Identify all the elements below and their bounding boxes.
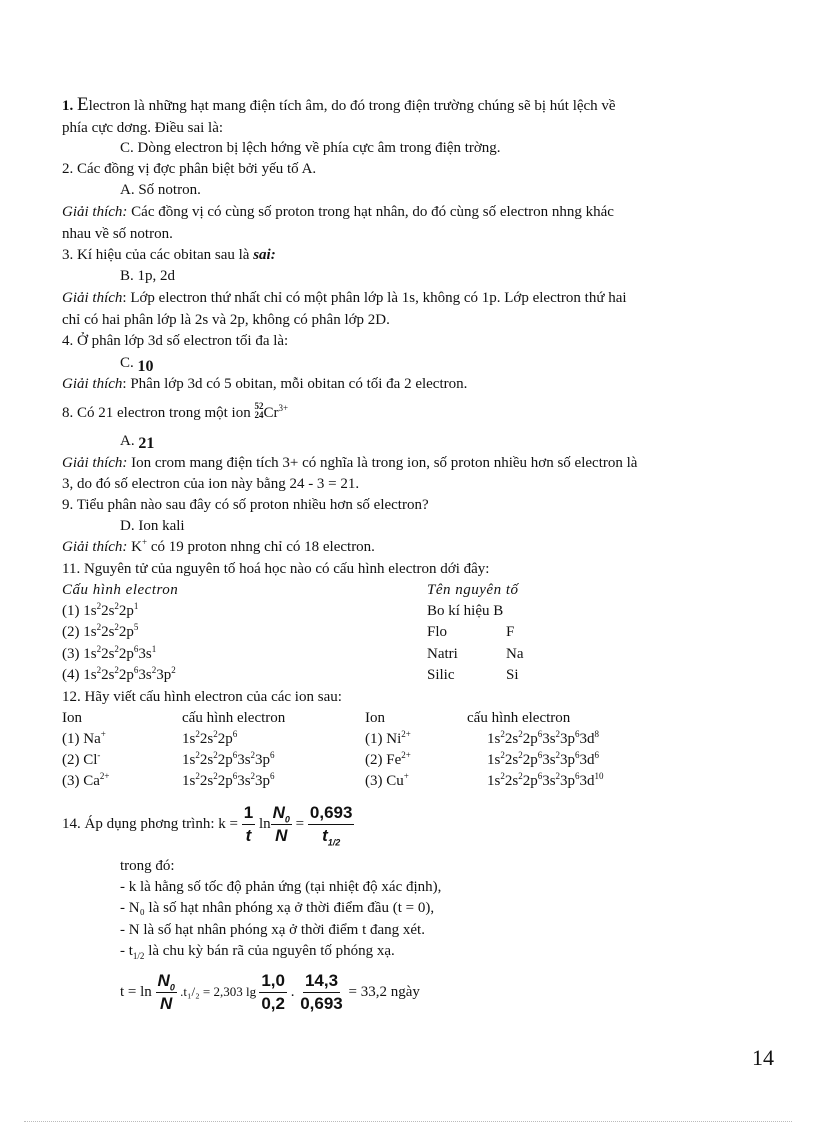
q12-config-right-2: $1s^22s^22p^63s^23p^63d^6$ [487,750,600,768]
q11-text: 11. Nguyên tử của nguyên tố hoá học nào có cấu hình electron dới đây: [62,561,490,577]
page-number: 14 [752,1045,774,1070]
q11-element-3: Natri [427,646,458,662]
q3-explain-line2: chỉ có hai phân lớp là 2s và 2p, không có phân lớp 2D. [62,312,390,328]
q9-text: 9. Tiểu phân nào sau đây có số proton nhiều hơn số electron? [62,497,429,513]
fraction-n0-over-n [156,972,177,1013]
q1-line2: phía cực dơng. Điều sai là: [62,120,224,136]
footer-divider [24,1121,792,1122]
fraction-numerator: 1 [242,804,255,825]
q12-config-right-3: $1s^22s^22p^63s^23p^63d^{10}$ [487,771,604,789]
config-label: (3) 1s [62,646,97,662]
ion-charge: 2+ [401,750,411,760]
q14-bullet-4 [120,942,395,960]
fraction-denominator: 0,693 [300,994,343,1014]
q14-intro: 14. Áp dụng phơng trình: k = [62,816,242,832]
q12-text: 12. Hãy viết cấu hình electron của các ion sau: [62,689,342,705]
q11-config-1: (1) $1s^22s^22p^1$ [62,601,139,619]
q11-config-2: (2) $1s^22s^22p^5$ [62,622,139,640]
q12-config-left-3: $1s^22s^22p^63s^23p^6$ [182,771,275,789]
config-label: (1) 1s [62,603,97,619]
q12-header-ion-left: Ion [62,710,82,726]
q8-text [62,400,289,423]
q1-text: lectron là những hạt mang điện tích âm, do đó trong điện trường chúng sẽ bị hút lệch về [88,98,616,114]
q8-answer-value: 21 [138,435,155,452]
calc-start: t = ln [120,984,156,1000]
equals-sign: = [295,816,305,832]
q3-emphasis: sai: [253,247,276,263]
q8-explain-line2: 3, do đó số electron của ion này bằng 24 - 3 = 21. [62,476,360,492]
q8-explain-text: Ion crom mang điện tích 3+ có nghĩa là trong ion, số proton nhiều hơn số electron là [127,455,638,471]
q11-symbol-3: Na [506,646,524,662]
q1-number: 1. [62,98,77,114]
fraction-denominator: N [275,826,288,846]
fraction-14-3-over-0-693 [298,972,345,1013]
ln-operator: ln [258,816,271,832]
ion-label: (3) Ca [62,773,100,789]
q11-config-3: (3) $1s^22s^22p^63s^1$ [62,644,157,662]
q12-config-left-1: $1s^22s^22p^6$ [182,729,238,747]
t-subscript: 1/2 [132,951,145,961]
q9-ion-charge: + [142,537,148,547]
q4-explain-line1 [62,375,467,393]
q1-line1 [62,96,616,115]
multiply-dot: . [286,984,299,1000]
q11-symbol-2: F [506,624,515,640]
nuclide-symbol: Cr [263,405,279,421]
q12-header-ion-right: Ion [365,710,385,726]
nuclide-atomic: 24 [254,409,264,420]
q12-ion-right-1 [365,730,411,748]
fraction-n0-over-n [271,804,292,845]
q14-bullet-1: - k là hằng số tốc độ phản ứng (tại nhiệt độ xác định), [120,879,442,895]
fraction-numerator: 14,3 [303,972,340,993]
q1-answer: C. Dòng electron bị lệch hớng về phía cực âm trong điện trờng. [120,140,501,156]
q2-explain-text: Các đồng vị có cùng số proton trong hạt nhân, do đó cùng số electron nhng khác [127,204,614,220]
config-label: (4) 1s [62,667,97,683]
ion-charge: + [100,729,106,739]
fraction-numerator [156,972,177,993]
q3-explain-line1 [62,289,627,307]
calc-result: = 33,2 ngày [344,984,420,1000]
q8-question: 8. Có 21 electron trong một ion [62,405,255,421]
q8-answer-letter: A. [120,433,135,449]
q3-answer: B. 1p, 2d [120,268,176,284]
q11-symbol-4: Si [506,667,519,683]
q14-calculation [120,963,420,1021]
fraction-denominator: 0,2 [261,994,285,1014]
fraction-ln2-over-half-life [308,803,355,848]
explain-label: Giải thích: [62,455,128,471]
q2-explain-line1 [62,203,614,221]
fraction-1-over-0-2 [259,972,287,1013]
q14-bullet-2: - N₀ là số hạt nhân phóng xạ ở thời điểm đầu (t = 0), [120,900,435,916]
explain-label: Giải thích: [62,204,128,220]
calc-middle: .t₁/₂ = 2,303 lg [176,984,260,999]
q11-col1-header: Cấu hình electron [62,582,179,598]
n-subscript: 0 [169,982,175,993]
fraction-numerator [271,804,292,825]
q12-ion-left-2 [62,751,100,769]
t-subscript: 1/2 [327,837,341,848]
q4-explain-text: : Phân lớp 3d có 5 obitan, mỗi obitan có tối đa 2 electron. [122,376,468,392]
nuclide-notation [254,402,263,420]
q8-explain-line1 [62,454,637,472]
config-label: (2) 1s [62,624,97,640]
nuclide-charge: 3+ [278,403,289,413]
fraction-numerator: 0,693 [308,804,355,825]
q4-text: 4. Ở phân lớp 3d số electron tối đa là: [62,333,289,349]
q11-col2-header: Tên nguyên tố [427,582,519,598]
fraction-1-over-t [242,804,255,845]
q4-answer [120,354,154,375]
q12-ion-right-2 [365,751,411,769]
q2-explain-line2: nhau về số notron. [62,226,173,242]
nuclide-mass: 52 [254,400,264,411]
q12-ion-right-3 [365,772,409,790]
q1-dropcap: E [77,94,89,115]
n-symbol: N [272,803,285,823]
ion-charge: 2+ [401,729,411,739]
q11-config-4: (4) $1s^22s^22p^63s^23p^2$ [62,665,176,683]
q12-config-right-1: $1s^22s^22p^63s^23p^63d^8$ [487,729,600,747]
ion-charge: 2+ [99,771,110,781]
q11-element-4: Silic [427,667,455,683]
q12-header-config-right: cấu hình electron [467,710,571,726]
ion-label: (2) Fe [365,752,402,768]
ion-label: (3) Cu [365,773,404,789]
bullet-text: là chu kỳ bán rã của nguyên tố phóng xạ. [144,943,395,959]
ion-label: (1) Ni [365,731,402,747]
fraction-denominator [320,825,342,848]
q3-text [62,246,276,264]
q12-ion-left-1 [62,730,106,748]
q2-text: 2. Các đồng vị đợc phân biệt bởi yếu tố A. [62,161,317,177]
explain-label: Giải thích [62,376,123,392]
q9-answer: D. Ion kali [120,518,185,534]
fraction-numerator: 1,0 [259,972,287,993]
q3-explain-text: : Lớp electron thứ nhất chỉ có một phân lớp là 1s, không có 1p. Lớp electron thứ hai [122,290,627,306]
q14-where: trong đó: [120,858,175,874]
q8-answer [120,432,154,450]
t-symbol: t [322,826,328,846]
q9-ion: K [127,539,142,555]
n-symbol: N [157,971,170,991]
explain-label: Giải thích: [62,539,128,555]
ion-label: (2) Cl [62,752,98,768]
explain-label: Giải thích [62,290,123,306]
ion-charge: - [97,750,101,760]
ion-label: (1) Na [62,731,101,747]
q9-explain-text: có 19 proton nhng chỉ có 18 electron. [147,539,375,555]
q14-equation [62,795,354,853]
q4-answer-value: 10 [137,358,154,375]
t-symbol: - t [120,943,133,959]
q12-header-config-left: cấu hình electron [182,710,286,726]
q2-answer: A. Số notron. [120,182,201,198]
q11-element-1: Bo kí hiệu B [427,603,504,619]
fraction-denominator: N [160,994,173,1014]
n-subscript: 0 [284,814,290,825]
q4-answer-letter: C. [120,355,134,371]
q11-element-2: Flo [427,624,448,640]
fraction-denominator: t [245,826,252,846]
q9-explain-line1 [62,538,375,556]
q3-question: 3. Kí hiệu của các obitan sau là [62,247,254,263]
q14-bullet-3: - N là số hạt nhân phóng xạ ở thời điểm t đang xét. [120,922,425,938]
ion-charge: + [403,771,409,781]
q12-config-left-2: $1s^22s^22p^63s^23p^6$ [182,750,275,768]
q12-ion-left-3 [62,772,109,790]
